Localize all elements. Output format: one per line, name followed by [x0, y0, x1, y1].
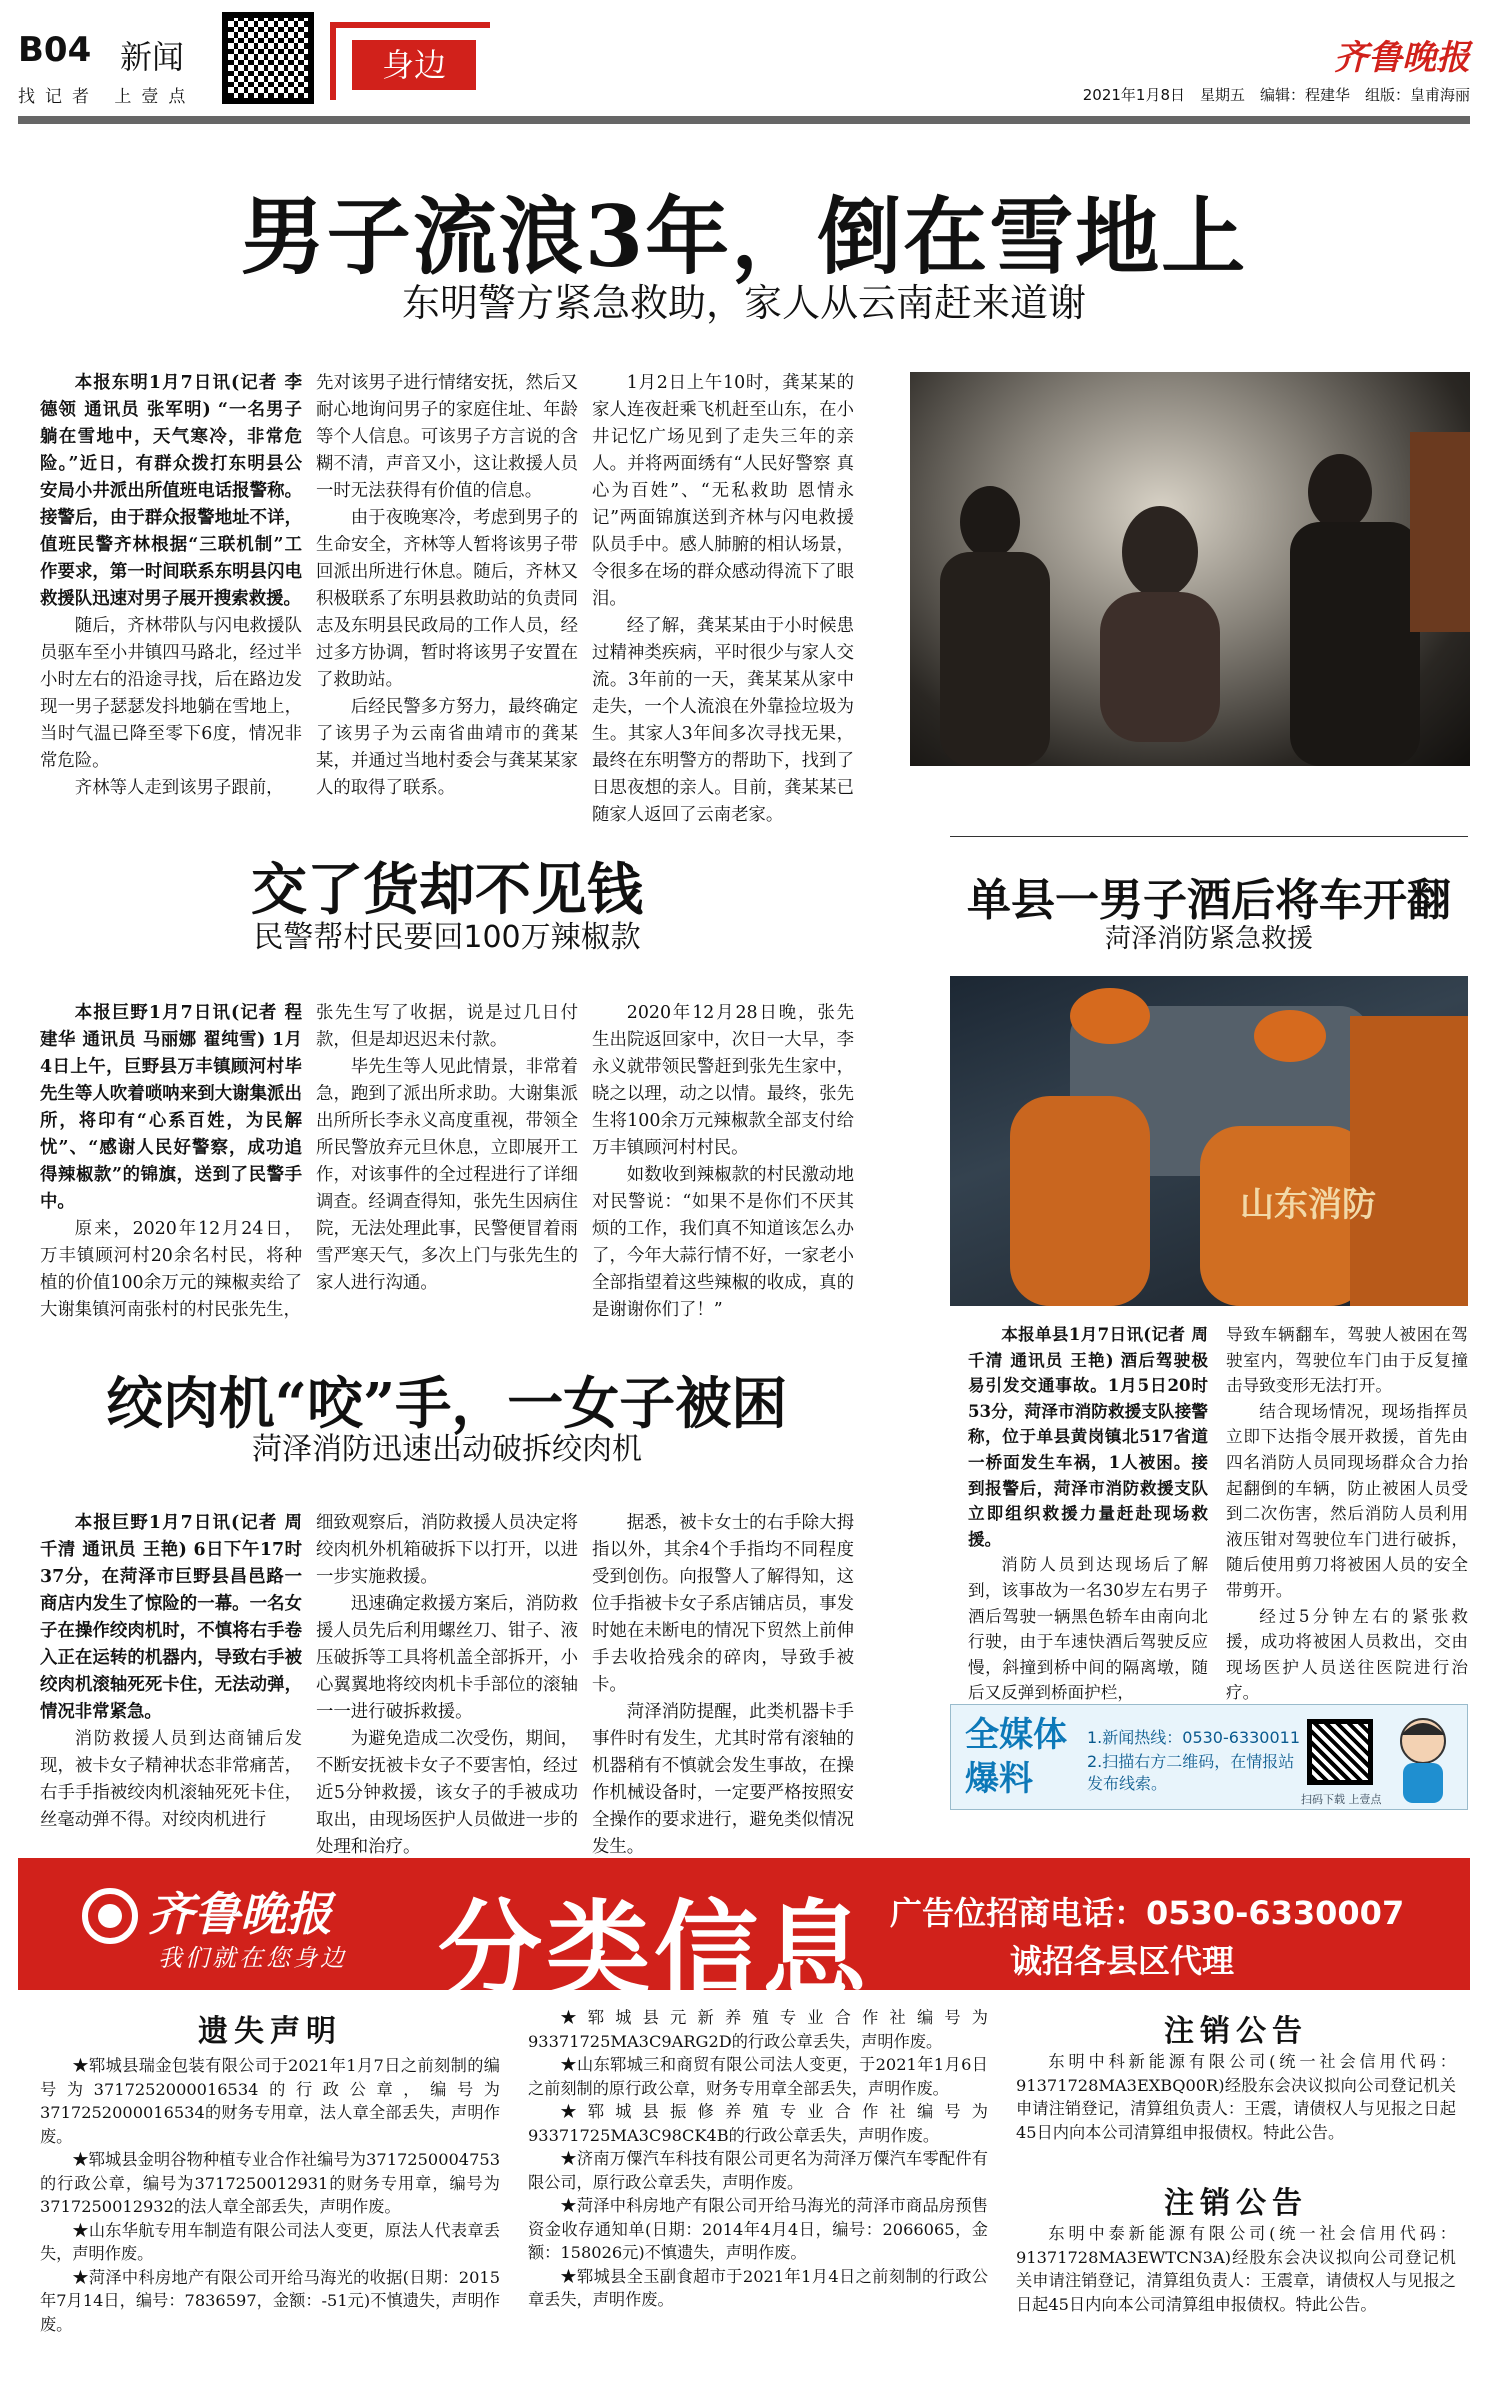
classified-item: ★济南万僳汽车科技有限公司更名为菏泽万僳汽车零配件有限公司，原行政公章丢失，声明作废。 — [528, 2149, 988, 2192]
story3-subheadline: 菏泽消防迅速出动破拆绞肉机 — [252, 1432, 642, 1467]
story2-paragraph: 如数收到辣椒款的村民激动地对民警说：“如果不是你们不厌其烦的工作，我们真不知道该怎么办了，今年大蒜行情不好，一家老小全部指望着这些辣椒的收成，真的是谢谢你们了！” — [592, 1165, 854, 1320]
classified-item: ★郓城县瑞金包装有限公司于2021年1月7日之前刻制的编号为3717252000016534的行政公章，编号为3717252000016534的财务专用章，法人章全部丢失，声明作废。 — [40, 2056, 500, 2146]
lost-notice-column-1 — [40, 2054, 500, 2336]
dateline: 2021年1月8日 星期五 编辑：程建华 组版：皇甫海丽 — [1082, 86, 1470, 104]
masthead-rule — [18, 116, 1470, 124]
media-band-title-line: 全媒体 — [965, 1715, 1067, 1755]
story2-paragraph: 2020年12月28日晚，张先生出院返回家中，次日一大早，李永义就带领民警赶到张先生家中，晓之以理，动之以情。最终，张先生将100余万元辣椒款全部支付给万丰镇顾河村村民。 — [592, 1003, 854, 1158]
story2-paragraph: 原来，2020年12月24日，万丰镇顾河村20余名村民，将种植的价值100余万元的辣椒卖给了大谢集镇河南张村的村民张先生， — [40, 1219, 302, 1320]
story1-paragraph: 由于夜晚寒冷，考虑到男子的生命安全，齐林等人暂将该男子带回派出所进行休息。随后，齐林又积极联系了东明县救助站的负责同志及东明县民政局的工作人员，经过多方协调，暂时将该男子安置在了救助站。 — [316, 508, 578, 690]
story3-paragraph: 细致观察后，消防救援人员决定将绞肉机外机箱破拆下以打开，以进一步实施救援。 — [316, 1513, 578, 1587]
lost-notice-column-2 — [528, 2006, 988, 2312]
story3-headline: 绞肉机“咬”手，一女子被困 — [106, 1371, 788, 1437]
story4-paragraph: 经过5分钟左右的紧张救援，成功将被困人员救出，交由现场医护人员送往医院进行治疗。 — [1226, 1606, 1468, 1703]
story4-paragraph: 消防人员到达现场后了解到，该事故为一名30岁左右男子酒后驾驶一辆黑色轿车由南向北行驶，由于车速快酒后驾驶反应慢，斜撞到桥中间的隔离墩，随后又反弹到桥面护栏， — [968, 1555, 1208, 1703]
classified-item: ★菏泽中科房地产有限公司开给马海光的收据(日期：2015年7月14日，编号：7836597，金额：-51元)不慎遗失，声明作废。 — [40, 2267, 500, 2334]
section-name: 新闻 — [120, 38, 185, 76]
story2-paragraph: 毕先生等人见此情景，非常着急，跑到了派出所求助。大谢集派出所所长李永义高度重视，带领全所民警放弃元旦休息，立即展开工作，对该事件的全过程进行了详细调查。经调查得知，张先生因病住院，无法处理此事，民警便冒着雨雪严寒天气，多次上门与张先生的家人进行沟通。 — [316, 1057, 578, 1293]
story2-subheadline: 民警帮村民要回100万辣椒款 — [253, 920, 641, 955]
story3-paragraph: 迅速确定救援方案后，消防救援人员先后利用螺丝刀、钳子、液压破拆等工具将机盖全部拆开，小心翼翼地将绞肉机卡手部位的滚轴一一进行破拆救援。 — [316, 1594, 578, 1722]
classified-item: ★郓城县全玉副食超市于2021年1月4日之前刻制的行政公章丢失，声明作废。 — [528, 2266, 988, 2309]
newspaper-brand: 齐鲁晚报 — [1334, 38, 1470, 78]
tip-hotline: 1.新闻热线：0530-6330011 — [1087, 1728, 1301, 1747]
story3-paragraph: 消防救援人员到达商铺后发现，被卡女子精神状态非常痛苦，右手手指被绞肉机滚轴死死卡住，丝毫动弹不得。对绞肉机进行 — [40, 1729, 302, 1830]
story2-column-1 — [40, 1000, 302, 1320]
classified-item: ★山东华航专用车制造有限公司法人变更，原法人代表章丢失，声明作废。 — [40, 2220, 500, 2263]
photo-lettering: 山东消防 — [1240, 1185, 1376, 1225]
story1-headline: 男子流浪3年，倒在雪地上 — [240, 187, 1248, 286]
story1-paragraph: 先对该男子进行情绪安抚，然后又耐心地询问男子的家庭住址、年龄等个人信息。可该男子方言说的含糊不清，声音又小，这让救援人员一时无法获得有价值的信息。 — [316, 373, 578, 501]
story1-column-1 — [40, 370, 302, 800]
story3-column-1 — [40, 1510, 302, 1830]
story1-paragraph: 本报东明1月7日讯(记者 李德领 通讯员 张军明) “一名男子躺在雪地中，天气寒冷，非常危险。”近日，有群众拨打东明县公安局小井派出所值班电话报警称。接警后，由于群众报警地址不详，值班民警齐林根据“三联机制”工作要求，第一时间联系东明县闪电救援队迅速对男子展开搜索救援。 — [40, 373, 302, 609]
classified-item: 东明中泰新能源有限公司(统一社会信用代码：91371728MA3EWTCN3A)经股东会决议拟向公司登记机关申请注销登记，清算组负责人：王震章，请债权人与见报之日起45日内向本公司清算组申报债权。特此公告。 — [1016, 2224, 1456, 2314]
story2-paragraph: 张先生写了收据，说是过几日付款，但是却迟迟未付款。 — [316, 1003, 578, 1050]
qr-code-icon — [222, 12, 314, 104]
story3-column-3 — [592, 1510, 854, 1857]
tip-scan-2: 发布线索。 — [1087, 1774, 1168, 1793]
lips-logo-icon — [82, 1888, 138, 1944]
tagline: 找记者 上壹点 — [18, 87, 196, 107]
story4-column-1 — [968, 1322, 1208, 1703]
story1-column-3 — [592, 370, 854, 825]
story4-subheadline: 菏泽消防紧急救援 — [1104, 924, 1313, 954]
banner-agent: 诚招各县区代理 — [1010, 1942, 1235, 1980]
story4-paragraph: 本报单县1月7日讯(记者 周千清 通讯员 王艳) 酒后驾驶极易引发交通事故。1月5日20时53分，菏泽市消防救援支队接警称，位于单县黄岗镇北517省道一桥面发生车祸，1人被困。接到报警后，菏泽市消防救援支队立即组织救援力量赶赴现场救援。 — [968, 1324, 1208, 1549]
classified-banner — [18, 1858, 1470, 2011]
lost-notice-title: 遗失声明 — [198, 2014, 342, 2049]
cancel-notice-title: 注销公告 — [1164, 2186, 1308, 2221]
classified-item: ★山东郓城三和商贸有限公司法人变更，于2021年1月6日之前刻制的原行政公章，财务专用章全部丢失，声明作废。 — [528, 2055, 988, 2098]
cancel-notice-2 — [1016, 2222, 1456, 2316]
story1-photo — [910, 372, 1470, 766]
classified-item: ★郓城县振修养殖专业合作社编号为93371725MA3C98CK4B的行政公章丢失，声明作废。 — [528, 2102, 988, 2145]
story2-paragraph: 本报巨野1月7日讯(记者 程建华 通讯员 马丽娜 翟纯雪) 1月4日上午，巨野县万丰镇顾河村毕先生等人吹着唢呐来到大谢集派出所，将印有“心系百姓，为民解忧”、“感谢人民好警察，成功追得辣椒款”的锦旗，送到了民警手中。 — [40, 1003, 302, 1212]
story4-paragraph: 导致车辆翻车，驾驶人被困在驾驶室内，驾驶位车门由于反复撞击导致变形无法打开。 — [1226, 1325, 1468, 1396]
story3-paragraph: 菏泽消防提醒，此类机器卡手事件时有发生，尤其时常有滚轴的机器稍有不慎就会发生事故，在操作机械设备时，一定要严格按照安全操作的要求进行，避免类似情况发生。 — [592, 1702, 854, 1857]
story4-photo — [950, 976, 1468, 1306]
cancel-notice-title: 注销公告 — [1164, 2014, 1308, 2049]
media-band-title-line: 爆料 — [965, 1759, 1033, 1799]
story2-headline: 交了货却不见钱 — [251, 857, 643, 923]
classified-item: ★郓城县金明谷物种植专业合作社编号为3717250004753的行政公章，编号为3717250012931的财务专用章，编号为3717250012932的法人章全部丢失，声明作废。 — [40, 2150, 500, 2216]
qr-code-icon[interactable] — [1307, 1719, 1373, 1785]
classified-item: 东明中科新能源有限公司(统一社会信用代码：91371728MA3EXBQ00R)经股东会决议拟向公司登记机关申请注销登记，清算组负责人：王震，请债权人与见报之日起45日内向本公司清算组申报债权。特此公告。 — [1016, 2052, 1456, 2142]
story3-paragraph: 据悉，被卡女士的右手除大拇指以外，其余4个手指均不同程度受到创伤。向报警人了解得知，这位手指被卡女子系店铺店员，事发时她在未断电的情况下贸然上前伸手去收拾残余的碎肉，导致手被卡。 — [592, 1513, 854, 1695]
story2-column-2 — [316, 1000, 578, 1300]
story1-paragraph: 1月2日上午10时，龚某某的家人连夜赶乘飞机赶至山东，在小井记忆广场见到了走失三年的亲人。并将两面绣有“人民好警察 真心为百姓”、“无私救助 恩情永记”两面锦旗送到齐林与闪电救援队员手中。感人肺腑的相认场景，令很多在场的群众感动得流下了眼泪。 — [592, 373, 854, 609]
media-tip-band — [950, 1704, 1468, 1810]
tip-scan: 2.扫描右方二维码，在情报站 — [1087, 1752, 1295, 1771]
story1-paragraph: 齐林等人走到该男子跟前， — [74, 778, 284, 798]
story3-paragraph: 本报巨野1月7日讯(记者 周千清 通讯员 王艳) 6日下午17时37分，在菏泽市巨野县昌邑路一商店内发生了惊险的一幕。一名女子在操作绞肉机时，不慎将右手卷入正在运转的机器内，导致右手被绞肉机滚轴死死卡住，无法动弹，情况非常紧急。 — [40, 1513, 302, 1722]
story4-paragraph: 结合现场情况，现场指挥员立即下达指令展开救援，首先由四名消防人员同现场群众合力抬起翻倒的车辆，防止被困人员受到二次伤害，然后消防人员利用液压钳对驾驶位车门进行破拆，随后使用剪刀将被困人员的安全带剪开。 — [1226, 1401, 1468, 1600]
story4-headline: 单县一男子酒后将车开翻 — [967, 875, 1451, 926]
story1-column-2 — [316, 370, 578, 800]
story1-paragraph: 随后，齐林带队与闪电救援队员驱车至小井镇四马路北，经过半小时左右的沿途寻找，后在路边发现一男子瑟瑟发抖地躺在雪地上，当时气温已降至零下6度，情况非常危险。 — [40, 616, 302, 771]
classified-item: ★菏泽中科房地产有限公司开给马海光的菏泽市商品房预售资金收存通知单(日期：2014年4月4日，编号：2066065，金额：158026元)不慎遗失，声明作废。 — [528, 2196, 988, 2262]
banner-slogan: 我们就在您身边 — [158, 1944, 347, 1972]
story2-column-3 — [592, 1000, 854, 1320]
page-number: B04 — [18, 30, 92, 70]
story3-column-2 — [316, 1510, 578, 1857]
banner-title: 分类信息 — [438, 1889, 871, 2011]
story1-paragraph: 经了解，龚某某由于小时候患过精神类疾病，平时很少与家人交流。3年前的一天，龚某某从家中走失，一个人流浪在外靠捡垃圾为生。其家人3年间多次寻找无果，最终在东明警方的帮助下，找到了日思夜想的亲人。目前，龚某某已随家人返回了云南老家。 — [592, 616, 854, 825]
section-tag: 身边 — [352, 40, 476, 90]
classified-item: ★郓城县元新养殖专业合作社编号为93371725MA3C9ARG2D的行政公章丢失，声明作废。 — [528, 2008, 988, 2051]
cancel-notice-1 — [1016, 2050, 1456, 2144]
qr-caption: 扫码下载 上壹点 — [1301, 1793, 1382, 1806]
story4-column-2 — [1226, 1322, 1468, 1703]
banner-phone: 广告位招商电话：0530-6330007 — [890, 1894, 1405, 1932]
divider — [950, 836, 1468, 837]
media-band-title — [965, 1713, 1067, 1801]
story1-paragraph: 后经民警多方努力，最终确定了该男子为云南省曲靖市的龚某某，并通过当地村委会与龚某某家人的取得了联系。 — [316, 697, 578, 798]
story1-subheadline: 东明警方紧急救助，家人从云南赶来道谢 — [401, 281, 1086, 325]
story3-paragraph: 为避免造成二次受伤，期间，不断安抚被卡女子不要害怕，经过近5分钟救援，该女子的手被成功取出，由现场医护人员做进一步的处理和治疗。 — [316, 1729, 578, 1857]
banner-brand: 齐鲁晚报 — [148, 1887, 332, 1941]
cartoon-reporter-icon — [1383, 1711, 1463, 1807]
